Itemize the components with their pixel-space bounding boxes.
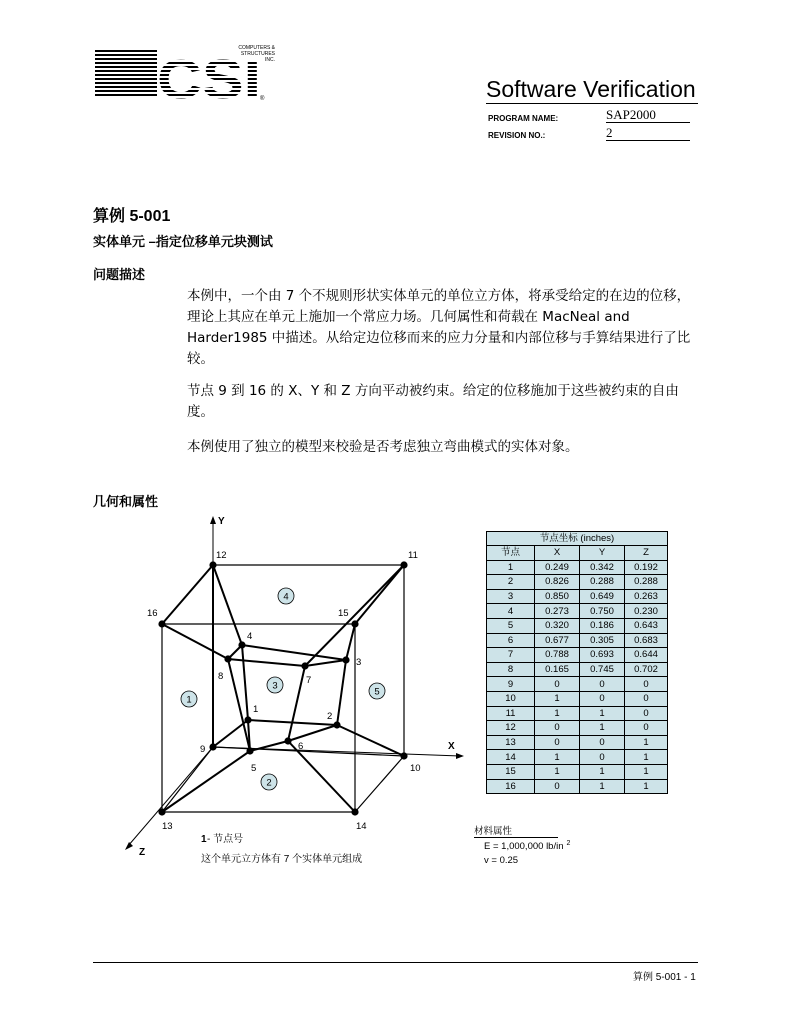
material-e-value: E = 1,000,000 lb/in	[484, 841, 564, 853]
node-label: 13	[162, 821, 173, 832]
table-cell: 1	[625, 750, 668, 765]
problem-paragraph-2: 节点 9 到 16 的 X、Y 和 Z 方向平动被约束。给定的位移施加于这些被约束的自由度。	[187, 383, 679, 420]
table-cell: 0	[625, 677, 668, 692]
table-cell: 1	[580, 764, 625, 779]
table-row	[487, 677, 668, 692]
material-heading: 材料属性	[474, 823, 558, 838]
element-label: 4	[283, 591, 289, 603]
node-label: 12	[216, 550, 227, 561]
example-subtitle: 实体单元 –指定位移单元块测试	[93, 234, 273, 249]
problem-paragraph-1: 本例中，一个由 7 个不规则形状实体单元的单位立方体，将承受给定的在边的位移，理论上其应在单元上施加一个常应力场。几何属性和荷载在 MacNeal and Harder1985 中描述。从给定边位移而来的应力分量和内部位移与手算结果进行了比较。	[187, 288, 691, 367]
node-label: 14	[356, 821, 367, 832]
table-cell: 1	[535, 706, 580, 721]
table-row	[487, 648, 668, 663]
table-cell: 0.320	[535, 618, 580, 633]
table-cell: 14	[487, 750, 535, 765]
y-axis-label: Y	[218, 516, 225, 527]
program-name-label: PROGRAM NAME:	[488, 114, 559, 123]
table-cell: 10	[487, 691, 535, 706]
table-cell: 0	[625, 691, 668, 706]
revision-value: 2	[606, 126, 690, 141]
table-cell: 1	[625, 735, 668, 750]
z-axis-label: Z	[139, 847, 146, 858]
table-row	[487, 764, 668, 779]
table-row	[487, 735, 668, 750]
table-cell: 0.745	[580, 662, 625, 677]
node-label: 3	[356, 657, 362, 668]
table-cell: 1	[580, 721, 625, 736]
table-cell: 0.192	[625, 560, 668, 575]
table-cell: 5	[487, 618, 535, 633]
table-row	[487, 750, 668, 765]
element-label: 3	[272, 680, 278, 692]
table-cell: 0	[625, 706, 668, 721]
table-cell: 0	[535, 779, 580, 794]
table-cell: 1	[625, 779, 668, 794]
table-row	[487, 575, 668, 590]
node-label: 11	[408, 550, 418, 561]
node-label: 1	[253, 704, 259, 715]
revision-label: REVISION NO.:	[488, 131, 546, 140]
table-cell: 1	[625, 764, 668, 779]
table-cell: 0.644	[625, 648, 668, 663]
node-label: 7	[306, 675, 312, 686]
table-cell: 0	[580, 677, 625, 692]
table-cell: 0.249	[535, 560, 580, 575]
table-cell: 0	[580, 750, 625, 765]
table-cell: 0.683	[625, 633, 668, 648]
footer-page-number: 算例 5-001 - 1	[633, 972, 696, 983]
table-cell: 6	[487, 633, 535, 648]
element-label: 1	[186, 694, 192, 706]
table-row	[487, 662, 668, 677]
table-row	[487, 560, 668, 575]
table-cell: 9	[487, 677, 535, 692]
table-cell: 2	[487, 575, 535, 590]
z-axis-arrow	[125, 842, 133, 850]
table-cell: 0.288	[580, 575, 625, 590]
table-header: Y	[580, 546, 625, 561]
node-coordinates-table	[486, 531, 668, 794]
table-caption: 节点坐标 (inches)	[487, 532, 668, 546]
legend-number: 1	[201, 834, 207, 845]
table-cell: 13	[487, 735, 535, 750]
table-header: 节点	[487, 546, 535, 561]
table-header: X	[535, 546, 580, 561]
legend-text: - 节点号	[207, 834, 244, 845]
material-e-exponent: 2	[566, 840, 571, 847]
table-cell: 0.263	[625, 589, 668, 604]
x-axis-label: X	[448, 741, 455, 752]
table-body	[487, 560, 668, 794]
node-label: 5	[251, 763, 257, 774]
node-label: 4	[247, 631, 253, 642]
logo-letters: CSI	[157, 48, 261, 102]
table-cell: 0.649	[580, 589, 625, 604]
table-cell: 0.342	[580, 560, 625, 575]
table-cell: 0.288	[625, 575, 668, 590]
element-label: 5	[374, 686, 380, 698]
table-cell: 0.850	[535, 589, 580, 604]
table-cell: 0.702	[625, 662, 668, 677]
figure-caption: 这个单元立方体有 7 个实体单元组成	[201, 854, 363, 865]
table-cell: 1	[535, 691, 580, 706]
table-row	[487, 589, 668, 604]
table-cell: 0.643	[625, 618, 668, 633]
table-cell: 8	[487, 662, 535, 677]
element-label: 2	[266, 777, 272, 789]
x-axis-arrow	[456, 753, 464, 759]
table-cell: 0.826	[535, 575, 580, 590]
table-cell: 0.677	[535, 633, 580, 648]
table-cell: 0.788	[535, 648, 580, 663]
logo-registered: ®	[260, 96, 265, 102]
table-cell: 0	[580, 691, 625, 706]
table-cell: 1	[580, 706, 625, 721]
table-cell: 0.693	[580, 648, 625, 663]
table-row	[487, 706, 668, 721]
table-cell: 1	[535, 764, 580, 779]
node-label: 8	[218, 671, 224, 682]
table-cell: 4	[487, 604, 535, 619]
problem-heading: 问题描述	[93, 267, 146, 282]
table-cell: 0.230	[625, 604, 668, 619]
node-label: 6	[298, 741, 304, 752]
table-header: Z	[625, 546, 668, 561]
table-row	[487, 604, 668, 619]
table-cell: 11	[487, 706, 535, 721]
table-cell: 0.273	[535, 604, 580, 619]
table-cell: 7	[487, 648, 535, 663]
problem-paragraph-3: 本例使用了独立的模型来校验是否考虑独立弯曲模式的实体对象。	[187, 439, 579, 455]
table-cell: 0	[535, 677, 580, 692]
node-label: 9	[200, 744, 206, 755]
table-cell: 12	[487, 721, 535, 736]
table-row	[487, 618, 668, 633]
material-e	[484, 840, 570, 852]
y-axis-arrow	[210, 516, 216, 524]
table-cell: 0	[625, 721, 668, 736]
table-cell: 0.186	[580, 618, 625, 633]
node-label: 2	[327, 711, 333, 722]
node-label: 16	[147, 608, 158, 619]
table-cell: 1	[487, 560, 535, 575]
table-cell: 0	[535, 735, 580, 750]
table-row	[487, 779, 668, 794]
table-cell: 15	[487, 764, 535, 779]
table-cell: 0	[580, 735, 625, 750]
node-label: 15	[338, 608, 349, 619]
geometry-heading: 几何和属性	[93, 494, 159, 509]
example-title: 算例 5-001	[93, 208, 171, 225]
table-row	[487, 633, 668, 648]
table-cell: 0.305	[580, 633, 625, 648]
footer-rule	[93, 962, 698, 963]
table-cell: 0	[535, 721, 580, 736]
table-cell: 0.750	[580, 604, 625, 619]
header-title: Software Verification	[486, 76, 696, 102]
table-cell: 3	[487, 589, 535, 604]
table-row	[487, 721, 668, 736]
table-cell: 0.165	[535, 662, 580, 677]
node-label: 10	[410, 763, 421, 774]
program-name-value: SAP2000	[606, 108, 690, 123]
table-cell: 1	[580, 779, 625, 794]
material-nu: v = 0.25	[484, 855, 519, 866]
table-row	[487, 691, 668, 706]
table-cell: 1	[535, 750, 580, 765]
logo-company-name: COMPUTERS & STRUCTURES INC.	[238, 45, 275, 63]
table-cell: 16	[487, 779, 535, 794]
